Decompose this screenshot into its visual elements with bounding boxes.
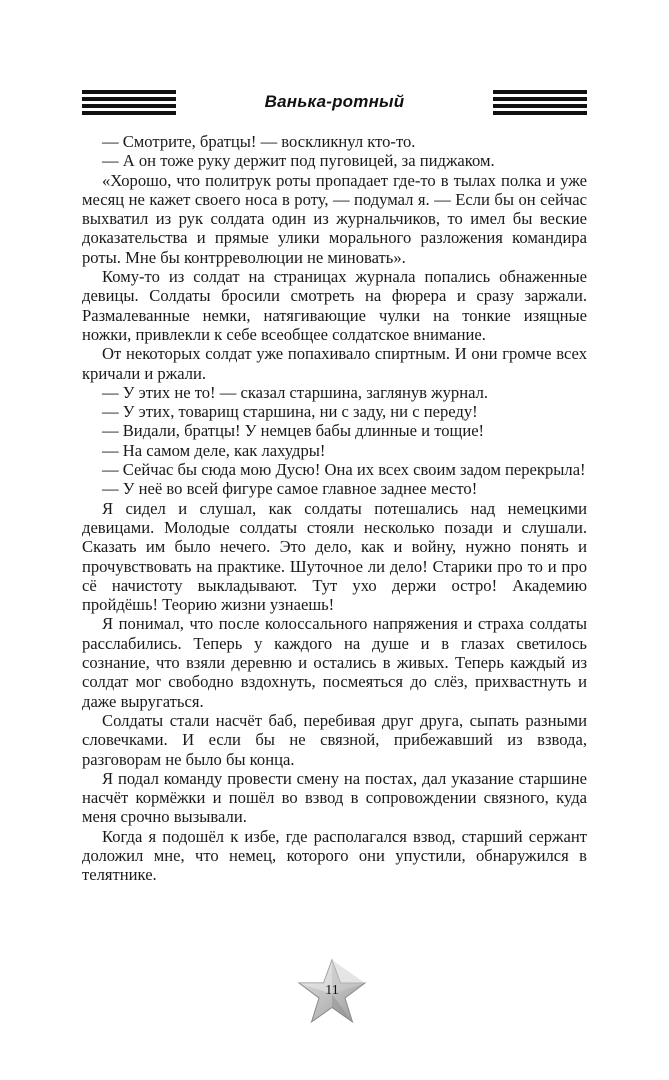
- page-number: 11: [325, 983, 339, 998]
- running-title: Ванька-ротный: [264, 92, 405, 111]
- paragraph: — У этих, товарищ старшина, ни с заду, ни с переду!: [102, 402, 478, 422]
- paragraph: Кому-то из солдат на страницах журнала попались обнаженные девицы. Солдаты бросили смотреть на фюрера и сразу заржали. Размалеванные немки, натягивающие чулки на тонкие изящные ножки, привлекли к себе всеобщее солдатское внимание.: [82, 267, 587, 344]
- paragraph: — Смотрите, братцы! — воскликнул кто-то.: [102, 132, 416, 151]
- paragraph: «Хорошо, что политрук роты пропадает где-то в тылах полка и уже месяц не кажет своего носа в роту, — подумал я. — Если бы он сейчас выхватил из рук солдата один из журнальчиков, то имел бы веские доказательства и прямые улики морального разложения командира роты. Мне бы контрреволюции не миновать».: [82, 170, 587, 267]
- paragraph: Солдаты стали насчёт баб, перебивая друг друга, сыпать разными словечками. И если бы не связной, прибежавший из взвода, разговорам не было бы конца.: [82, 710, 587, 769]
- paragraph: — На самом деле, как лахудры!: [102, 440, 326, 460]
- paragraph: — Видали, братцы! У немцев бабы длинные и тощие!: [102, 421, 485, 441]
- paragraph: Я сидел и слушал, как солдаты потешались над немецкими девицами. Молодые солдаты стояли несколько позади и слушали. Сказать им было нечего. Это дело, как и войну, нужно понять и прочувствовать на практике. Шуточное ли дело! Старики про то и про сё начистоту выкладывают. Тут ухо держи остро! Академию пройдёшь! Теорию жизни узнаешь!: [82, 498, 587, 615]
- paragraph: Я понимал, что после колоссального напряжения и страха солдаты расслабились. Теперь у каждого на душе и в глазах светилось сознание, что взяли деревню и остались в живых. Теперь каждый из солдат мог свободно вздохнуть, посмеяться до слёз, прихвастнуть и даже выругаться.: [82, 614, 587, 711]
- paragraph: — У этих не то! — сказал старшина, заглянув журнал.: [102, 382, 489, 402]
- page-number-badge: [296, 958, 368, 1026]
- paragraph: Когда я подошёл к избе, где располагался взвод, старший сержант доложил мне, что немец, которого они упустили, обнаружился в телятнике.: [82, 826, 587, 885]
- paragraph: От некоторых солдат уже попахивало спиртным. И они громче всех кричали и ржали.: [82, 344, 587, 383]
- paragraph: Я подал команду провести смену на постах, дал указание старшине насчёт кормёжки и пошёл во взвод в сопровождении связного, куда меня срочно вызывали.: [82, 768, 587, 827]
- running-header: [82, 88, 587, 118]
- paragraph: — Сейчас бы сюда мою Дусю! Она их всех своим задом перекрыла!: [102, 460, 586, 480]
- header-stripes-right: [493, 90, 587, 116]
- paragraph: — У неё во всей фигуре самое главное заднее место!: [102, 479, 478, 499]
- paragraph: — А он тоже руку держит под пуговицей, за пиджаком.: [102, 151, 495, 171]
- body-text: [82, 132, 587, 885]
